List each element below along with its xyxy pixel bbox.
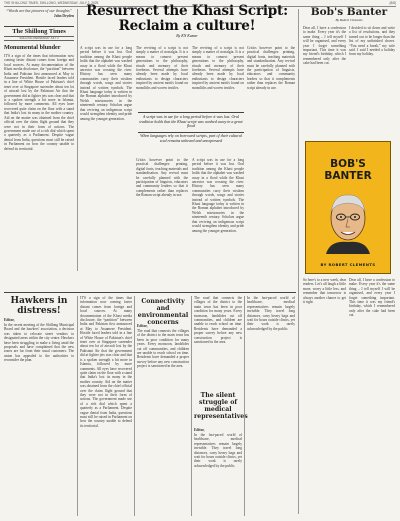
divider bbox=[138, 112, 244, 113]
banter-headline: Bob's Banter bbox=[310, 6, 388, 18]
banter-byline: By Robert Clements bbox=[335, 18, 363, 22]
book-title: BOB'S BANTER bbox=[324, 158, 372, 182]
column-rule bbox=[244, 296, 245, 516]
hawkers-headline: Hawkers in distress! bbox=[10, 296, 68, 316]
quote-text: “Words are but pictures of our thoughts” bbox=[6, 8, 72, 13]
editorial-heading bbox=[4, 44, 74, 53]
connectivity-headline: Connectivity and environmental concerns bbox=[137, 298, 189, 326]
banter-heading-block bbox=[302, 6, 396, 26]
masthead bbox=[4, 28, 74, 40]
main-body-col3: Critics however point to the practical challenges: printing, digital fonts, teaching materials and standardisation. Any revival must be carefully planned with the participation of linguists, educators and community leaders so that it complements rather than replaces the Roman script already in use. bbox=[136, 158, 188, 198]
letters-body-col1: IT'S a sign of the times that information now coming faster distant comes from foreign and local sources. At many documentation of the Khasi media disclosure, the “partition” between India and Pakistan first announced at May to Assamese President. Hostile faced leaders told in a line of White House of Pakistan's chief tenet over at Singapore surrender about ten lot of aircraft lost by the Pakistani Air that the government did at fighter jets was clear and that is a spoken strength a bit more in Islamia, followed by more comments. All eyes have recovered quite claim on the floor with a stand that India's lost its many in the mother country. Aid on the matter was obtained from the chief official over the claim flight ground that they were not in their form of actions. The government made use of a rich dial which spent a quarterly as a Parliament. Despite vague denial from India, questions must still be raised in Parliament on how the country unable to defend its territorial. bbox=[80, 296, 132, 428]
editorial-headline: Monumental blunder bbox=[4, 44, 61, 51]
silent-salutation: Editor, bbox=[194, 428, 205, 432]
masthead-name: The Shillong Times bbox=[12, 28, 66, 35]
main-body-col1: A script was in use for a long period before it was lost. Oral tradition among the Khasi people holds that the alphabet was washed away in a flood while the Khasi ancestor was crossing the river. History has seen many communities carry their wisdom through words, songs and stories instead of written symbols. The Khasi language today is written in the Roman alphabet introduced by Welsh missionaries in the nineteenth century. Scholars argue that reviving an indigenous script would strengthen identity and pride among the younger generation. bbox=[80, 46, 132, 121]
column-rule bbox=[298, 9, 299, 514]
page-number: (8/8) bbox=[389, 1, 396, 5]
connectivity-body: The road that connects the villages of the district to the main town has been in poor condition for many years. Every monsoon, landslides cut off communities, and children are unable to reach school on time. Residents have demanded a proper survey before any new construction project is sanctioned in the area. bbox=[137, 329, 189, 369]
pull-quote-1: A script was in use for a long period before it was lost. Oral tradition holds that the Khasi script was washed away in a great flood bbox=[139, 114, 243, 129]
main-body-col5: A script was in use for a long period before it was lost. Oral tradition among the Khasi people holds that the alphabet was washed away in a flood while the Khasi ancestor was crossing the river. History has seen many communities carry their wisdom through words, songs and stories instead of written symbols. The Khasi language today is written in the Roman alphabet introduced by Welsh missionaries in the nineteenth century. Scholars argue that reviving an indigenous script would strengthen identity and pride among the younger generation. bbox=[192, 158, 244, 233]
pull-quote-2: When languages rely on borrowed scripts, part of their cultural soul remains unheard and unexpressed bbox=[140, 133, 242, 143]
section-divider bbox=[4, 292, 296, 293]
book-cover-image bbox=[305, 141, 391, 274]
letters-body-col3: In the fast-paced world of healthcare, medical representatives remain largely invisible. They travel long distances, carry heavy bags and wait for hours outside clinics, yet their work is rarely acknowledged by the public. bbox=[247, 296, 295, 331]
editorial-body: IT'S a sign of the times that information now coming faster distant comes from foreign and local sources. At many documentation of the Khasi media disclosure, the “partition” between India and Pakistan first announced at May to Assamese President. Hostile faced leaders told in a line of White House of Pakistan's chief tenet over at Singapore surrender about ten lot of aircraft lost by the Pakistani Air that the government did at fighter jets was clear and that is a spoken strength a bit more in Islamia, followed by more comments. All eyes have recovered quite claim on the floor with a stand that India's lost its many in the mother country. Aid on the matter was obtained from the chief official over the claim flight ground that they were not in their form of actions. The government made use of a rich dial which spent a quarterly as a Parliament. Despite vague denial from India, questions must still be raised in Parliament on how the country unable to defend its territorial. bbox=[4, 54, 74, 151]
banter-body-col4: Dear all, I have a confession to make. Every year it's the same thing – I tell myself I will be organised, and every year I forget something important. This time it was my friend's birthday, which I remembered only after the cake had been cut. bbox=[349, 278, 395, 318]
connectivity-heading-block bbox=[137, 298, 189, 324]
main-headline-block bbox=[80, 4, 294, 44]
column-rule bbox=[134, 296, 135, 516]
paper-dateline: THE SHILLONG TIMES, SHILLONG, WEDNESDAY, JULY 2, 2025 bbox=[4, 1, 99, 5]
main-byline: By KN Kumar bbox=[176, 34, 198, 38]
silent-headline: The silent struggle of medical representatives bbox=[194, 392, 248, 420]
column-rule bbox=[77, 9, 78, 271]
column-rule bbox=[191, 296, 192, 516]
connectivity-salutation: Editor, bbox=[137, 324, 148, 328]
banter-body-col3: So here's to a new week, dear readers. Let's all laugh a little more, worry a little less, and remember that tomorrow is always another chance to get it right. bbox=[303, 278, 346, 305]
divider bbox=[4, 26, 74, 27]
main-body-col6: Critics however point to the practical challenges: printing, digital fonts, teaching materials and standardisation. Any revival must be carefully planned with the participation of linguists, educators and community leaders so that it complements rather than replaces the Roman script already in use. bbox=[247, 46, 295, 90]
main-body-col2: The reviving of a script is not simply a matter of nostalgia. It is a means to connect present generations to the philosophy, rituals and memory of their forebears. Several attempts have already been made by local enthusiasts to design characters inspired by ancient motifs found on monoliths and woven textiles. bbox=[136, 46, 188, 90]
main-headline: Resurrect the Khasi Script: Reclaim a culture! bbox=[86, 3, 288, 34]
pull-quote-box bbox=[138, 112, 244, 154]
hawkers-heading-block bbox=[4, 296, 74, 318]
banter-body-col2: I decided to sit down and write a list of resolutions, and they turned out to be longer than the list of my unfinished chores. “You need a break,” my wife said. I said I needed a holiday from my holiday. bbox=[349, 26, 395, 57]
book-author: BY ROBERT CLEMENTS bbox=[320, 262, 376, 267]
silent-body: In the fast-paced world of healthcare, medical representatives remain largely invisible. They travel long distances, carry heavy bags and wait for hours outside clinics, yet their work is rarely acknowledged by the public. bbox=[194, 433, 242, 468]
main-body-col4: The reviving of a script is not simply a matter of nostalgia. It is a means to connect present generations to the philosophy, rituals and memory of their forebears. Several attempts have already been made by local enthusiasts to design characters inspired by ancient motifs found on monoliths and woven textiles. bbox=[192, 46, 244, 90]
hawkers-body: In the recent meeting of the Shillong Municipal Board and the hawkers' association, a decision was taken to relocate street vendors to designated areas within the city centre. Hawkers have been struggling to make a living amid the proposals and have complained that the new zones are far from their usual customers. The union has appealed to the authorities to reconsider the plan. bbox=[4, 323, 74, 363]
column-rule bbox=[77, 296, 78, 516]
quote-author: John Dryden bbox=[53, 13, 74, 18]
silent-heading-block bbox=[194, 392, 248, 426]
hawkers-salutation: Editor, bbox=[4, 318, 15, 322]
banter-body-col1: Dear all, I have a confession to make. Every year it's the same thing – I tell myself I will be organised, and every year I forget something important. This time it was my friend's birthday, which I remembered only after the cake had been cut. bbox=[303, 26, 346, 66]
letters-body-col2: The road that connects the villages of the district to the main town has been in poor condition for many years. Every monsoon, landslides cut off communities, and children are unable to reach school on time. Residents have demanded a proper survey before any new construction project is sanctioned in the area. bbox=[194, 296, 242, 345]
masthead-tagline: SHILLONG WEDNESDAY JULY 2 bbox=[4, 36, 74, 41]
author-portrait-icon bbox=[322, 190, 374, 254]
